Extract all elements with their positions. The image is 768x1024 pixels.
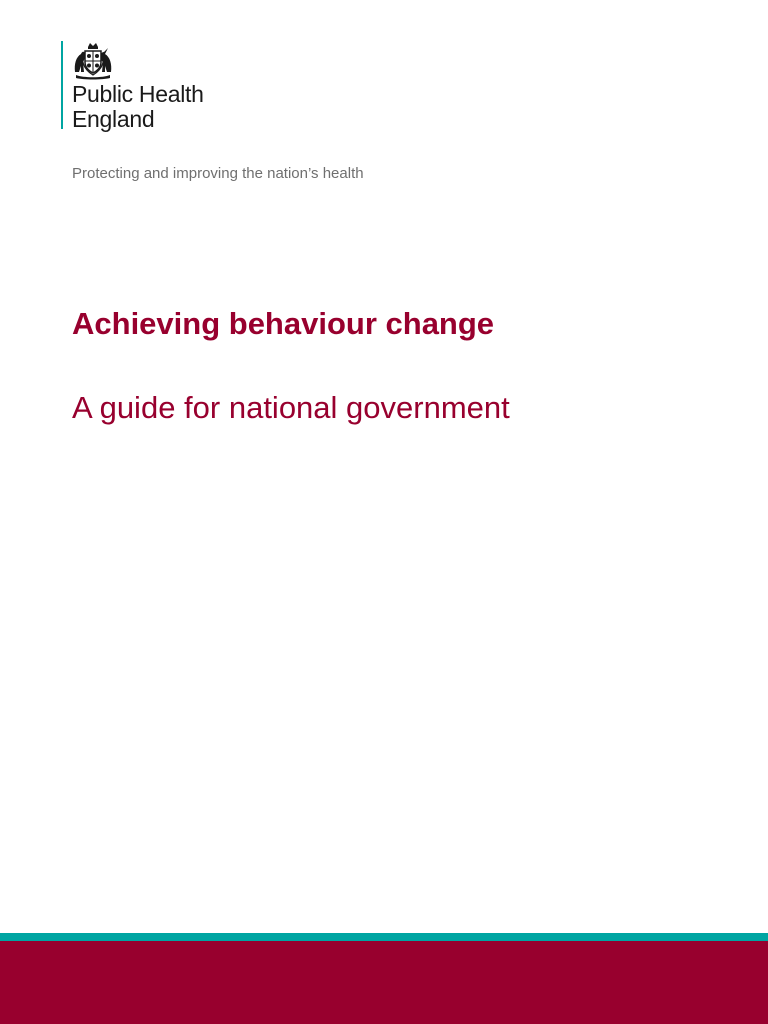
royal-coat-of-arms-icon	[71, 42, 115, 80]
phe-logo	[61, 41, 261, 132]
logo-divider	[61, 41, 63, 129]
organisation-name-line2: England	[72, 106, 155, 132]
document-subtitle: A guide for national government	[72, 390, 510, 425]
footer-red-band	[0, 941, 768, 1024]
organisation-name	[72, 82, 204, 132]
footer-teal-band	[0, 933, 768, 941]
document-title: Achieving behaviour change	[72, 306, 495, 341]
strapline: Protecting and improving the nation’s health	[72, 165, 364, 182]
organisation-name-line1: Public Health	[72, 81, 204, 107]
